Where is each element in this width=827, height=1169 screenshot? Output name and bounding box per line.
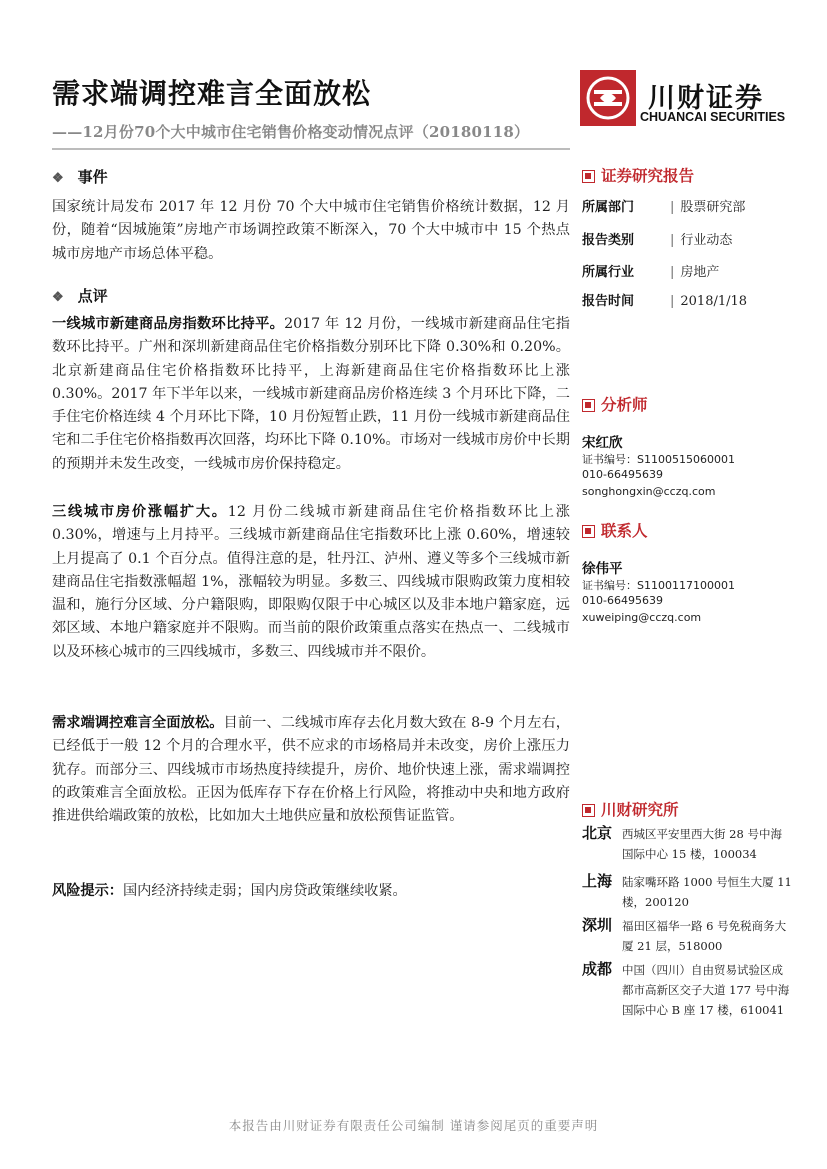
chuancai-logo-icon	[580, 70, 636, 126]
analyst-name: 宋红欣	[582, 435, 623, 451]
contact-heading: 联系人	[582, 519, 648, 541]
analyst-heading: 分析师	[582, 393, 648, 415]
paragraph-tier1: 一线城市新建商品房指数环比持平。2017 年 12 月份，一线城市新建商品住宅指数环比持平。广州和深圳新建商品住宅价格指数分别环比下降 0.30%和 0.20%。北京新建商品住宅价格指数环比持平，上海新建商品住宅价格指数环比上涨 0.30%。2017 年下半年以来，一线城市新建商品房价格连续 3 个月环比下降，二手住宅价格连续 4 个月环比下降，10 月份短暂止跌，11 月份一线城市新建商品住宅和二手住宅价格指数再次回落，均环比下降 0.10%。市场对一线城市房价中长期的预期并未发生改变，一线城市房价保持稳定。	[52, 316, 570, 472]
square-bullet-icon	[582, 804, 595, 817]
contact-cert: 证书编号：S1100117100001	[582, 579, 735, 592]
paragraph-lead: 需求端调控难言全面放松。	[52, 715, 224, 731]
office-address-shanghai: 陆家嘴环路 1000 号恒生大厦 11 楼，200120	[622, 875, 792, 909]
square-bullet-icon	[582, 525, 595, 538]
paragraph-demand: 需求端调控难言全面放松。目前一、二线城市库存去化月数大致在 8-9 个月左右，已经低于一般 12 个月的合理水平，供不应求的市场格局并未改变，房价上涨压力犹存。而部分三、四线城市市场热度持续提升，房价、地价快速上涨，需求端调控的政策难言全面放松。正因为低库存下存在价格上行风险，将推动中央和地方政府推进供给端政策的放松，比如加大土地供应量和放松预售证监管。	[52, 715, 570, 825]
office-address-shenzhen: 福田区福华一路 6 号免税商务大厦 21 层，518000	[622, 919, 787, 953]
report-title: 需求端调控难言全面放松	[52, 77, 372, 110]
paragraph-tier3: 三线城市房价涨幅扩大。12 月份二线城市新建商品住宅价格指数环比上涨 0.30%，增速与上月持平。三线城市新建商品住宅指数环比上涨 0.60%，增速较上月提高了 0.1 个百分点。值得注意的是，牡丹江、泸州、遵义等多个三线城市新建商品住宅指数涨幅超 1%，涨幅较为明显。多数三、四线城市限购政策力度相较温和，施行分区域、分户籍限购，即限购仅限于中心城区以及非本地户籍家庭，远郊区域、本地户籍家庭并不限购。而当前的限价政策重点落实在热点一、二线城市以及环核心城市的三四线城市，多数三、四线城市并不限价。	[52, 504, 570, 660]
brand-name-en: CHUANCAI SECURITIES	[640, 110, 786, 124]
report-subtitle: ——12月份70个大中城市住宅销售价格变动情况点评（20180118）	[52, 123, 530, 141]
institute-heading: 川财研究所	[582, 798, 679, 820]
square-bullet-icon	[582, 170, 595, 183]
office-address-beijing: 西城区平安里西大街 28 号中海国际中心 15 楼，100034	[622, 827, 782, 861]
section-comment-heading: ❖ 点评	[52, 287, 108, 305]
analyst-email[interactable]: songhongxin@cczq.com	[582, 485, 716, 498]
analyst-cert: 证书编号：S1100515060001	[582, 453, 735, 466]
report-type-heading: 证券研究报告	[582, 164, 694, 186]
section-event-heading: ❖ 事件	[52, 168, 108, 186]
info-row-department: 所属部门 | 股票研究部	[582, 200, 746, 215]
contact-phone: 010-66495639	[582, 594, 663, 607]
event-paragraph: 国家统计局发布 2017 年 12 月份 70 个大中城市住宅销售价格统计数据，12 月份，随着“因城施策”房地产市场调控政策不断深入，70 个大中城市中 15 个热点城市房地产市场总体平稳。	[52, 199, 570, 262]
risk-warning: 风险提示：国内经济持续走弱；国内房贷政策继续收紧。	[52, 883, 407, 899]
contact-name: 徐伟平	[582, 561, 623, 577]
info-row-date: 报告时间 | 2018/1/18	[582, 294, 748, 309]
office-city-shanghai: 上海	[582, 872, 613, 890]
office-address-chengdu: 中国（四川）自由贸易试验区成都市高新区交子大道 177 号中海国际中心 B 座 17 楼，610041	[622, 963, 790, 1017]
paragraph-lead: 一线城市新建商品房指数环比持平。	[52, 316, 285, 332]
contact-email[interactable]: xuweiping@cczq.com	[582, 611, 702, 624]
square-bullet-icon	[582, 399, 595, 412]
header-divider	[52, 148, 570, 150]
brand-name-cn: 川财证券	[648, 83, 764, 114]
office-city-shenzhen: 深圳	[582, 916, 613, 934]
office-city-beijing: 北京	[582, 824, 613, 842]
analyst-phone: 010-66495639	[582, 468, 663, 481]
page-footer: 本报告由川财证券有限责任公司编制 谨请参阅尾页的重要声明	[228, 1118, 599, 1133]
info-row-industry: 所属行业 | 房地产	[582, 265, 720, 280]
diamond-bullet-icon: ❖	[52, 290, 64, 305]
info-row-category: 报告类别 | 行业动态	[582, 233, 733, 248]
paragraph-lead: 三线城市房价涨幅扩大。	[52, 504, 228, 520]
risk-lead: 风险提示：	[52, 883, 123, 899]
office-city-chengdu: 成都	[582, 960, 613, 978]
diamond-bullet-icon: ❖	[52, 171, 64, 186]
